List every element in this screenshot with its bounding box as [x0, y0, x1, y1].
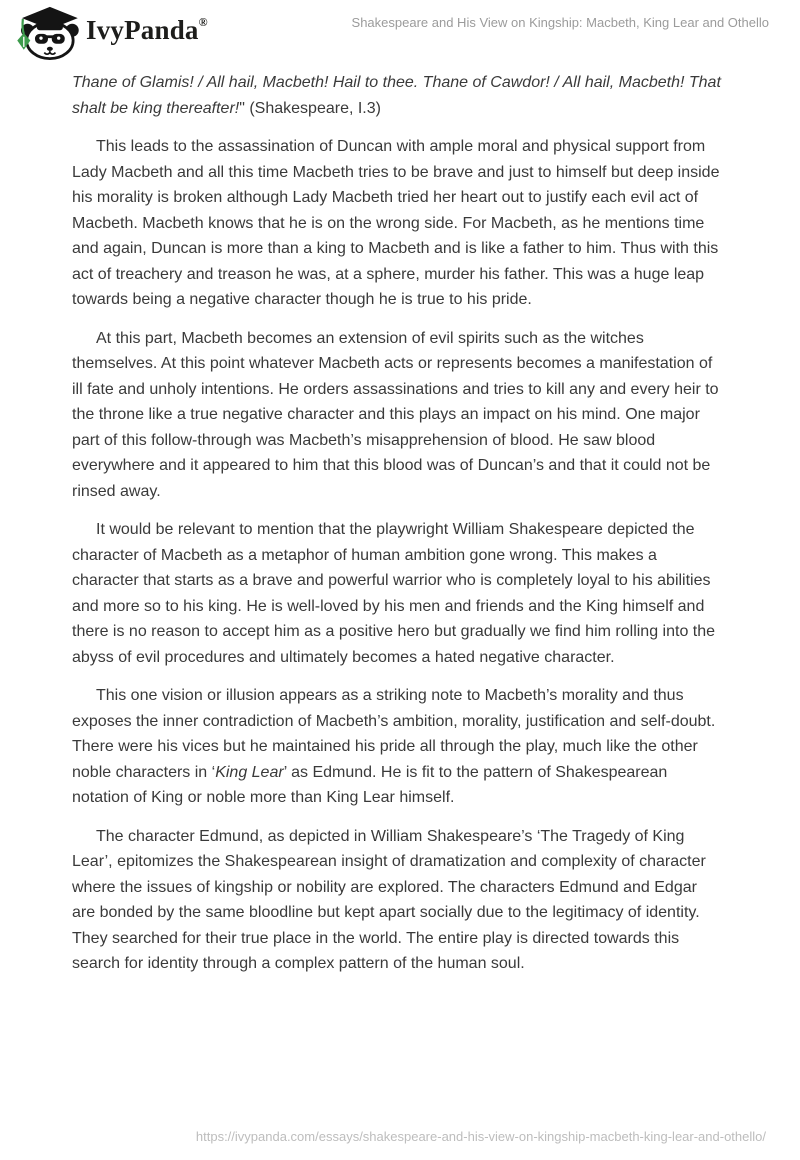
essay-content	[72, 70, 724, 990]
page-header	[0, 0, 800, 62]
essay-text-italic: King Lear	[215, 763, 284, 781]
essay-paragraph	[72, 683, 724, 811]
essay-paragraph	[72, 134, 724, 313]
essay-text: It would be relevant to mention that the playwright William Shakespeare depicted the character of Macbeth as a metaphor of human ambition gone wrong. This makes a character that starts as a brave and powerful warrior who is completely loyal to his abilities and more so to his king. He is well-loved by his men and friends and the King himself and there is no reason to accept him as a positive hero but gradually we find him rolling into the abyss of evil procedures and ultimately becomes a hated negative character.	[72, 521, 716, 666]
essay-text-italic: Thane of Glamis! / All hail, Macbeth! Hail to thee. Thane of Cawdor! / All hail, Macbeth! That shalt be king thereafter!	[72, 74, 721, 117]
registered-mark: ®	[198, 15, 208, 29]
essay-paragraph	[72, 517, 724, 670]
brand-name: IvyPanda®	[86, 15, 208, 45]
essay-paragraph	[72, 70, 724, 121]
source-url[interactable]: https://ivypanda.com/essays/shakespeare-and-his-view-on-kingship-macbeth-king-lear-and-othello/	[195, 1129, 766, 1144]
essay-text: At this part, Macbeth becomes an extension of evil spirits such as the witches themselves. At this point whatever Macbeth acts or represents becomes a manifestation of ill fate and unholy intentions. He orders assassinations and tries to kill any and every heir to the throne like a true negative character and this plays an impact on his mind. One major part of this follow-through was Macbeth’s misapprehension of blood. He saw blood everywhere and it appeared to him that this blood was of Duncan’s and that it could not be rinsed away.	[72, 329, 719, 500]
essay-text: This one vision or illusion appears as a striking note to Macbeth’s morality and thus exposes the inner contradiction of Macbeth’s ambition, morality, justification and self-doubt. There were his vices but he maintained his pride all through the play, much like the other noble characters in ‘	[72, 687, 716, 781]
essay-paragraph	[72, 326, 724, 505]
essay-text: This leads to the assassination of Duncan with ample moral and physical support from Lady Macbeth and all this time Macbeth tries to be brave and just to himself but deep inside his morality is broken although Lady Macbeth tried her heart out to justify each evil act of Macbeth. Macbeth knows that he is on the wrong side. For Macbeth, as he mentions time and again, Duncan is more than a king to Macbeth and is like a father to him. Thus with this act of treachery and treason he was, at a sphere, murder his father. This was a huge leap towards being a negative character though he is true to his pride.	[72, 138, 720, 308]
essay-text: " (Shakespeare, I.3)	[239, 99, 381, 117]
document-title: Shakespeare and His View on Kingship: Macbeth, King Lear and Othello	[351, 15, 769, 30]
essay-text: The character Edmund, as depicted in William Shakespeare’s ‘The Tragedy of King Lear’, epitomizes the Shakespearean insight of dramatization and complexity of character where the issues of kingship or nobility are explored. The characters Edmund and Edgar are bonded by the same bloodline but kept apart socially due to the legitimacy of identity. They searched for their true place in the world. The entire play is directed towards this search for identity through a complex pattern of the human soul.	[72, 827, 706, 972]
essay-text: ’ as Edmund. He is fit to the pattern of Shakespearean notation of King or noble more than King Lear himself.	[72, 763, 668, 806]
panda-graduate-icon	[12, 6, 84, 60]
essay-paragraph	[72, 824, 724, 977]
